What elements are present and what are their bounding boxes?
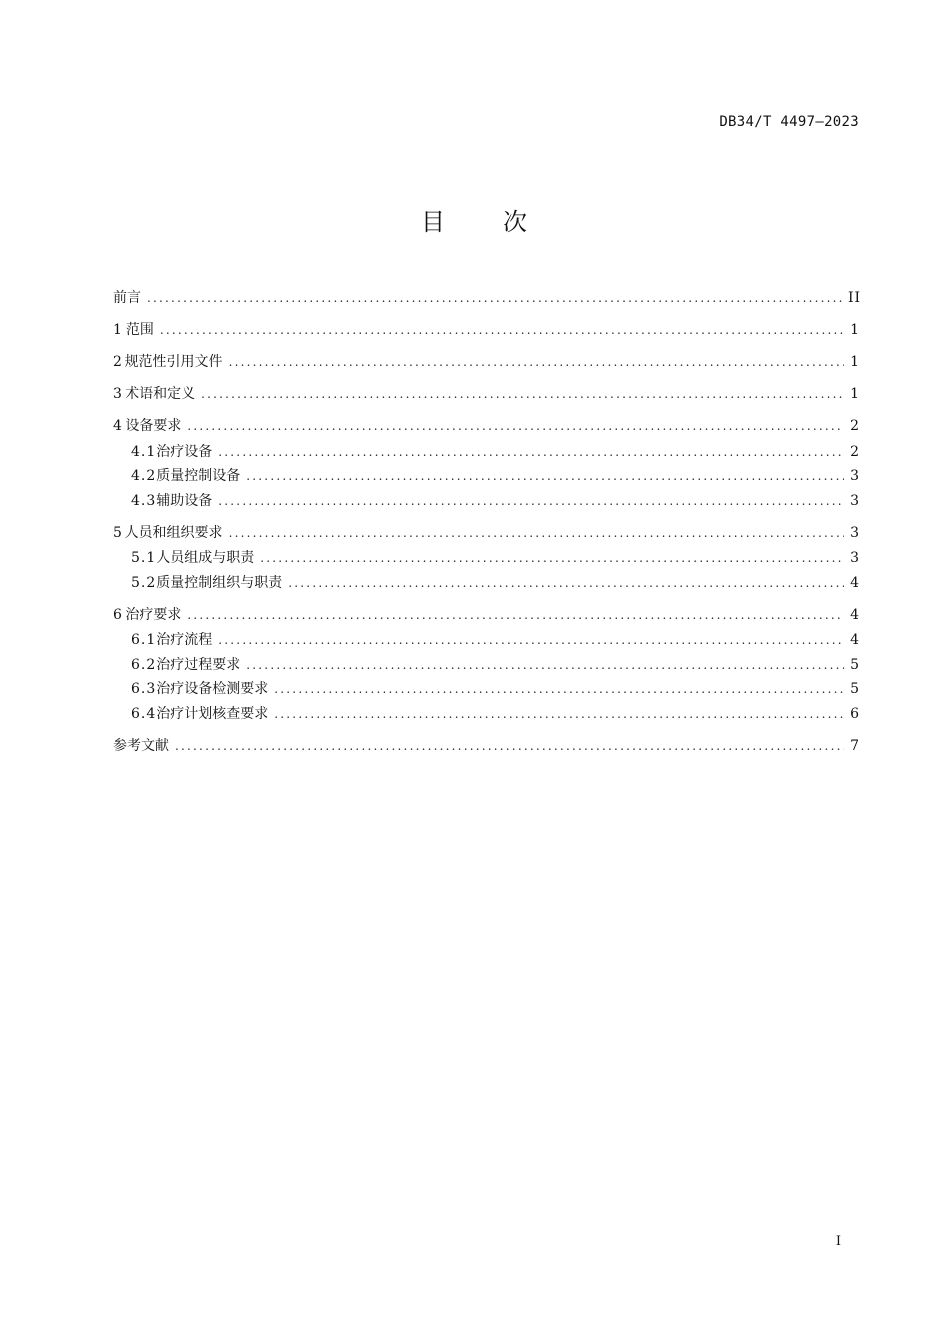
toc-entry[interactable]	[113, 286, 860, 311]
toc-entry-label: 治疗设备	[156, 443, 213, 460]
toc-entry-number: 5.2	[131, 574, 157, 591]
toc-dot-leader	[274, 677, 844, 702]
toc-entry-page: 5	[850, 681, 860, 697]
page-number: I	[835, 1234, 841, 1249]
toc-entry-number: 6.2	[131, 656, 157, 673]
toc-dot-leader	[246, 464, 844, 489]
toc-dot-leader	[288, 571, 844, 596]
toc-entry[interactable]	[113, 521, 860, 546]
toc-entry-label: 人员和组织要求	[124, 524, 223, 541]
toc-title-part2: 次	[503, 208, 529, 236]
toc-entry[interactable]	[113, 382, 860, 407]
toc-entry-page: 1	[850, 386, 860, 402]
standard-code: DB34/T 4497—2023	[719, 114, 859, 130]
toc-entry-number: 6	[113, 606, 123, 623]
toc-title	[0, 202, 950, 237]
toc-entry[interactable]	[113, 734, 860, 759]
toc-dot-leader	[218, 628, 844, 653]
toc-entry[interactable]	[113, 489, 860, 514]
toc-entry-label: 治疗要求	[125, 606, 182, 623]
toc-entry-label: 辅助设备	[156, 492, 213, 509]
toc-entry-page: 4	[850, 606, 860, 623]
toc-entry-label: 前言	[113, 290, 141, 306]
toc-entry-number: 4	[113, 418, 123, 434]
table-of-contents	[113, 286, 860, 758]
toc-entry-number: 5.1	[131, 550, 157, 566]
toc-entry-number: 6.3	[131, 681, 157, 697]
toc-entry[interactable]	[113, 546, 860, 571]
toc-entry-page: II	[848, 290, 862, 306]
toc-dot-leader	[260, 546, 844, 571]
toc-entry-label: 参考文献	[113, 737, 169, 754]
toc-entry[interactable]	[113, 702, 860, 727]
toc-dot-leader	[160, 318, 844, 343]
toc-entry[interactable]	[113, 603, 860, 628]
toc-entry-page: 7	[850, 737, 860, 754]
toc-entry-number: 6.1	[131, 632, 157, 648]
toc-entry-number: 3	[113, 386, 123, 402]
toc-dot-leader	[201, 382, 844, 407]
toc-entry-page: 5	[850, 656, 860, 673]
toc-entry-page: 3	[850, 468, 860, 484]
toc-dot-leader	[229, 521, 844, 546]
toc-entry-number: 1	[113, 322, 123, 338]
toc-entry-number: 2	[113, 354, 123, 370]
toc-entry[interactable]	[113, 571, 860, 596]
toc-dot-leader	[229, 350, 844, 375]
toc-entry-number: 4.1	[131, 443, 157, 460]
toc-entry[interactable]	[113, 414, 860, 439]
toc-entry-label: 质量控制组织与职责	[156, 574, 283, 591]
toc-entry-label: 范围	[125, 322, 154, 338]
toc-dot-leader	[187, 603, 844, 628]
toc-entry-label: 设备要求	[125, 418, 182, 434]
toc-entry[interactable]	[113, 440, 860, 465]
toc-entry-page: 1	[850, 322, 860, 338]
toc-entry-label: 治疗流程	[156, 632, 213, 648]
toc-entry-page: 2	[850, 443, 860, 460]
toc-entry-number: 6.4	[131, 705, 157, 722]
toc-entry-label: 治疗过程要求	[156, 656, 241, 673]
toc-entry-number: 4.2	[131, 468, 157, 484]
toc-entry-label: 人员组成与职责	[156, 550, 255, 566]
toc-entry-page: 4	[850, 574, 860, 591]
toc-entry-label: 治疗计划核查要求	[156, 705, 269, 722]
toc-title-part1: 目	[421, 208, 447, 236]
toc-entry-page: 3	[850, 492, 860, 509]
toc-entry-label: 治疗设备检测要求	[156, 681, 269, 697]
toc-dot-leader	[274, 702, 844, 727]
toc-dot-leader	[246, 653, 844, 678]
toc-entry[interactable]	[113, 653, 860, 678]
toc-entry[interactable]	[113, 350, 860, 375]
toc-entry-page: 2	[850, 418, 860, 434]
toc-dot-leader	[175, 734, 844, 759]
toc-entry-label: 质量控制设备	[156, 468, 241, 484]
toc-dot-leader	[218, 440, 844, 465]
toc-dot-leader	[218, 489, 844, 514]
toc-entry-page: 1	[850, 354, 860, 370]
toc-entry[interactable]	[113, 318, 860, 343]
toc-dot-leader	[147, 286, 844, 311]
toc-dot-leader	[187, 414, 844, 439]
toc-entry-number: 5	[113, 524, 123, 541]
toc-entry-label: 规范性引用文件	[124, 354, 223, 370]
toc-entry[interactable]	[113, 464, 860, 489]
toc-entry-page: 3	[850, 550, 860, 566]
toc-entry[interactable]	[113, 628, 860, 653]
toc-entry-page: 4	[850, 632, 860, 648]
toc-entry-number: 4.3	[131, 492, 157, 509]
toc-entry-page: 3	[850, 524, 860, 541]
toc-entry[interactable]	[113, 677, 860, 702]
toc-entry-page: 6	[850, 705, 860, 722]
toc-entry-label: 术语和定义	[125, 386, 196, 402]
